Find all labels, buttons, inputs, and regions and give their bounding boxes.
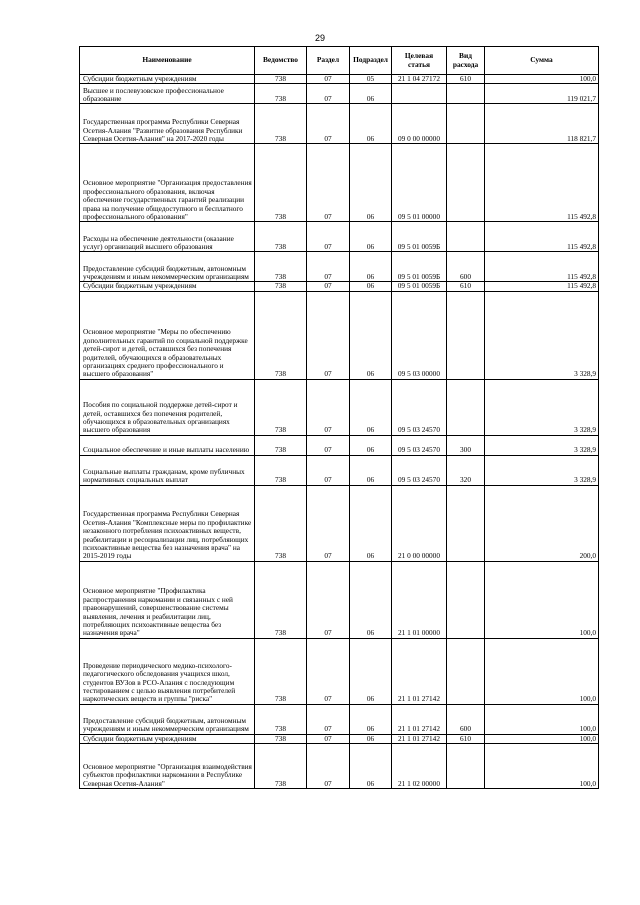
budget-table	[79, 46, 599, 789]
header-section: Раздел	[307, 47, 350, 75]
table-row	[80, 104, 599, 144]
cell-subsection: 05	[350, 75, 392, 84]
cell-section: 07	[307, 252, 350, 282]
table-row	[80, 282, 599, 291]
cell-section: 07	[307, 638, 350, 704]
cell-name: Основное мероприятие "Организация взаимодействия субъектов профилактики наркомании в Республике Северная Осетия-Алания"	[80, 744, 255, 789]
cell-sum: 119 021,7	[485, 84, 599, 104]
cell-type	[447, 379, 485, 435]
table-row	[80, 744, 599, 789]
table-row	[80, 291, 599, 379]
cell-section: 07	[307, 379, 350, 435]
cell-type: 320	[447, 455, 485, 485]
cell-type	[447, 485, 485, 561]
cell-dept: 738	[255, 379, 307, 435]
cell-section: 07	[307, 734, 350, 743]
cell-subsection: 06	[350, 704, 392, 734]
cell-article: 09 5 03 24570	[392, 455, 447, 485]
cell-sum: 3 328,9	[485, 379, 599, 435]
cell-type: 610	[447, 75, 485, 84]
table-row	[80, 455, 599, 485]
cell-name: Субсидии бюджетным учреждениям	[80, 75, 255, 84]
cell-subsection: 06	[350, 561, 392, 638]
cell-type	[447, 144, 485, 222]
cell-type	[447, 744, 485, 789]
cell-type: 610	[447, 282, 485, 291]
header-subsection: Подраздел	[350, 47, 392, 75]
cell-section: 07	[307, 455, 350, 485]
cell-dept: 738	[255, 84, 307, 104]
cell-section: 07	[307, 744, 350, 789]
cell-sum: 115 492,8	[485, 252, 599, 282]
cell-article: 21 1 01 27142	[392, 638, 447, 704]
table-row	[80, 704, 599, 734]
cell-name: Предоставление субсидий бюджетным, автономным учреждениям и иным некоммерческим организациям	[80, 704, 255, 734]
cell-section: 07	[307, 222, 350, 252]
cell-name: Субсидии бюджетным учреждениям	[80, 734, 255, 743]
cell-section: 07	[307, 144, 350, 222]
cell-subsection: 06	[350, 84, 392, 104]
cell-type: 600	[447, 252, 485, 282]
cell-name: Государственная программа Республики Северная Осетия-Алания "Развитие образования Республики Северная Осетия-Алания" на 2017-2020 годы	[80, 104, 255, 144]
cell-type	[447, 84, 485, 104]
cell-article: 21 1 01 27142	[392, 704, 447, 734]
cell-article: 21 1 04 27172	[392, 75, 447, 84]
cell-name: Проведение периодического медико-психолого-педагогического обследования учащихся школ, студентов ВУЗов в РСО-Алания с последующим тестированием с целью выявления потребителей наркотических веществ и группы "риска"	[80, 638, 255, 704]
cell-dept: 738	[255, 104, 307, 144]
cell-name: Социальные выплаты гражданам, кроме публичных нормативных социальных выплат	[80, 455, 255, 485]
cell-sum: 115 492,8	[485, 282, 599, 291]
cell-name: Предоставление субсидий бюджетным, автономным учреждениям и иным некоммерческим организациям	[80, 252, 255, 282]
cell-name: Основное мероприятие "Организация предоставления профессионального образования, включая обеспечение государственных гарантий реализации права на получение общедоступного и бесплатного профессионального образования"	[80, 144, 255, 222]
page-number: 29	[314, 33, 325, 43]
cell-subsection: 06	[350, 744, 392, 789]
cell-name: Пособия по социальной поддержке детей-сирот и детей, оставшихся без попечения родителей, обучающихся в образовательных организациях высшего образования	[80, 379, 255, 435]
table-row	[80, 379, 599, 435]
cell-sum: 115 492,8	[485, 144, 599, 222]
cell-subsection: 06	[350, 282, 392, 291]
cell-dept: 738	[255, 485, 307, 561]
cell-article: 09 5 01 0059Б	[392, 252, 447, 282]
cell-article: 21 0 00 00000	[392, 485, 447, 561]
cell-name: Субсидии бюджетным учреждениям	[80, 282, 255, 291]
cell-sum: 100,0	[485, 75, 599, 84]
cell-article: 09 5 03 24570	[392, 435, 447, 455]
cell-subsection: 06	[350, 455, 392, 485]
cell-name: Основное мероприятие "Меры по обеспечению дополнительных гарантий по социальной поддержке детей-сирот и детей, оставшихся без попечения родителей, обучающихся в образовательных организациях среднего профессионального и высшего образования"	[80, 291, 255, 379]
table-row	[80, 734, 599, 743]
cell-name: Социальное обеспечение и иные выплаты населению	[80, 435, 255, 455]
cell-dept: 738	[255, 144, 307, 222]
cell-dept: 738	[255, 75, 307, 84]
cell-type	[447, 222, 485, 252]
table-row	[80, 75, 599, 84]
cell-sum: 3 328,9	[485, 455, 599, 485]
cell-article: 21 1 02 00000	[392, 744, 447, 789]
cell-dept: 738	[255, 704, 307, 734]
cell-subsection: 06	[350, 104, 392, 144]
header-article: Целевая статья	[392, 47, 447, 75]
header-sum: Сумма	[485, 47, 599, 75]
header-expense-type: Вид расхода	[447, 47, 485, 75]
table-row	[80, 485, 599, 561]
cell-section: 07	[307, 291, 350, 379]
cell-dept: 738	[255, 734, 307, 743]
header-name: Наименование	[80, 47, 255, 75]
cell-subsection: 06	[350, 379, 392, 435]
cell-section: 07	[307, 704, 350, 734]
cell-article: 21 1 01 00000	[392, 561, 447, 638]
cell-dept: 738	[255, 561, 307, 638]
cell-sum: 100,0	[485, 561, 599, 638]
table-row	[80, 561, 599, 638]
cell-name: Высшее и послевузовское профессиональное образование	[80, 84, 255, 104]
cell-subsection: 06	[350, 144, 392, 222]
cell-article: 09 5 01 0059Б	[392, 282, 447, 291]
table-row	[80, 435, 599, 455]
cell-type: 600	[447, 704, 485, 734]
cell-sum: 3 328,9	[485, 435, 599, 455]
table-row	[80, 84, 599, 104]
cell-dept: 738	[255, 744, 307, 789]
cell-subsection: 06	[350, 252, 392, 282]
cell-sum: 200,0	[485, 485, 599, 561]
cell-dept: 738	[255, 291, 307, 379]
cell-name: Государственная программа Республики Северная Осетия-Алания "Комплексные меры по профилактике незаконного потребления психоактивных веществ, реабилитации и ресоциализации лиц, потребляющих психоактивные вещества без назначения врача" на 2015-2019 годы	[80, 485, 255, 561]
table-row	[80, 144, 599, 222]
table-row	[80, 252, 599, 282]
cell-dept: 738	[255, 282, 307, 291]
cell-article: 09 5 01 0059Б	[392, 222, 447, 252]
cell-name: Расходы на обеспечение деятельности (оказание услуг) организаций высшего образования	[80, 222, 255, 252]
cell-section: 07	[307, 84, 350, 104]
cell-type	[447, 291, 485, 379]
cell-sum: 115 492,8	[485, 222, 599, 252]
cell-article: 09 5 01 00000	[392, 144, 447, 222]
cell-dept: 738	[255, 435, 307, 455]
cell-article: 09 5 03 24570	[392, 379, 447, 435]
table-row	[80, 222, 599, 252]
cell-article: 09 5 03 00000	[392, 291, 447, 379]
table-row	[80, 638, 599, 704]
table-header-row	[80, 47, 599, 75]
cell-article	[392, 84, 447, 104]
cell-section: 07	[307, 485, 350, 561]
cell-type	[447, 561, 485, 638]
cell-type: 300	[447, 435, 485, 455]
cell-section: 07	[307, 561, 350, 638]
cell-sum: 100,0	[485, 744, 599, 789]
cell-dept: 738	[255, 252, 307, 282]
cell-subsection: 06	[350, 734, 392, 743]
cell-dept: 738	[255, 222, 307, 252]
cell-section: 07	[307, 282, 350, 291]
cell-section: 07	[307, 75, 350, 84]
header-dept: Ведомство	[255, 47, 307, 75]
cell-type: 610	[447, 734, 485, 743]
cell-name: Основное мероприятие "Профилактика распространения наркомании и связанных с ней правонарушений, совершенствование системы выявления, лечения и реабилитации лиц, потребляющих психоактивные вещества без назначения врача"	[80, 561, 255, 638]
cell-sum: 100,0	[485, 704, 599, 734]
cell-section: 07	[307, 435, 350, 455]
cell-sum: 100,0	[485, 734, 599, 743]
cell-type	[447, 638, 485, 704]
cell-subsection: 06	[350, 435, 392, 455]
cell-article: 09 0 00 00000	[392, 104, 447, 144]
cell-dept: 738	[255, 638, 307, 704]
cell-type	[447, 104, 485, 144]
cell-section: 07	[307, 104, 350, 144]
cell-subsection: 06	[350, 222, 392, 252]
cell-sum: 100,0	[485, 638, 599, 704]
cell-dept: 738	[255, 455, 307, 485]
cell-sum: 3 328,9	[485, 291, 599, 379]
cell-article: 21 1 01 27142	[392, 734, 447, 743]
cell-sum: 118 821,7	[485, 104, 599, 144]
cell-subsection: 06	[350, 638, 392, 704]
cell-subsection: 06	[350, 291, 392, 379]
cell-subsection: 06	[350, 485, 392, 561]
